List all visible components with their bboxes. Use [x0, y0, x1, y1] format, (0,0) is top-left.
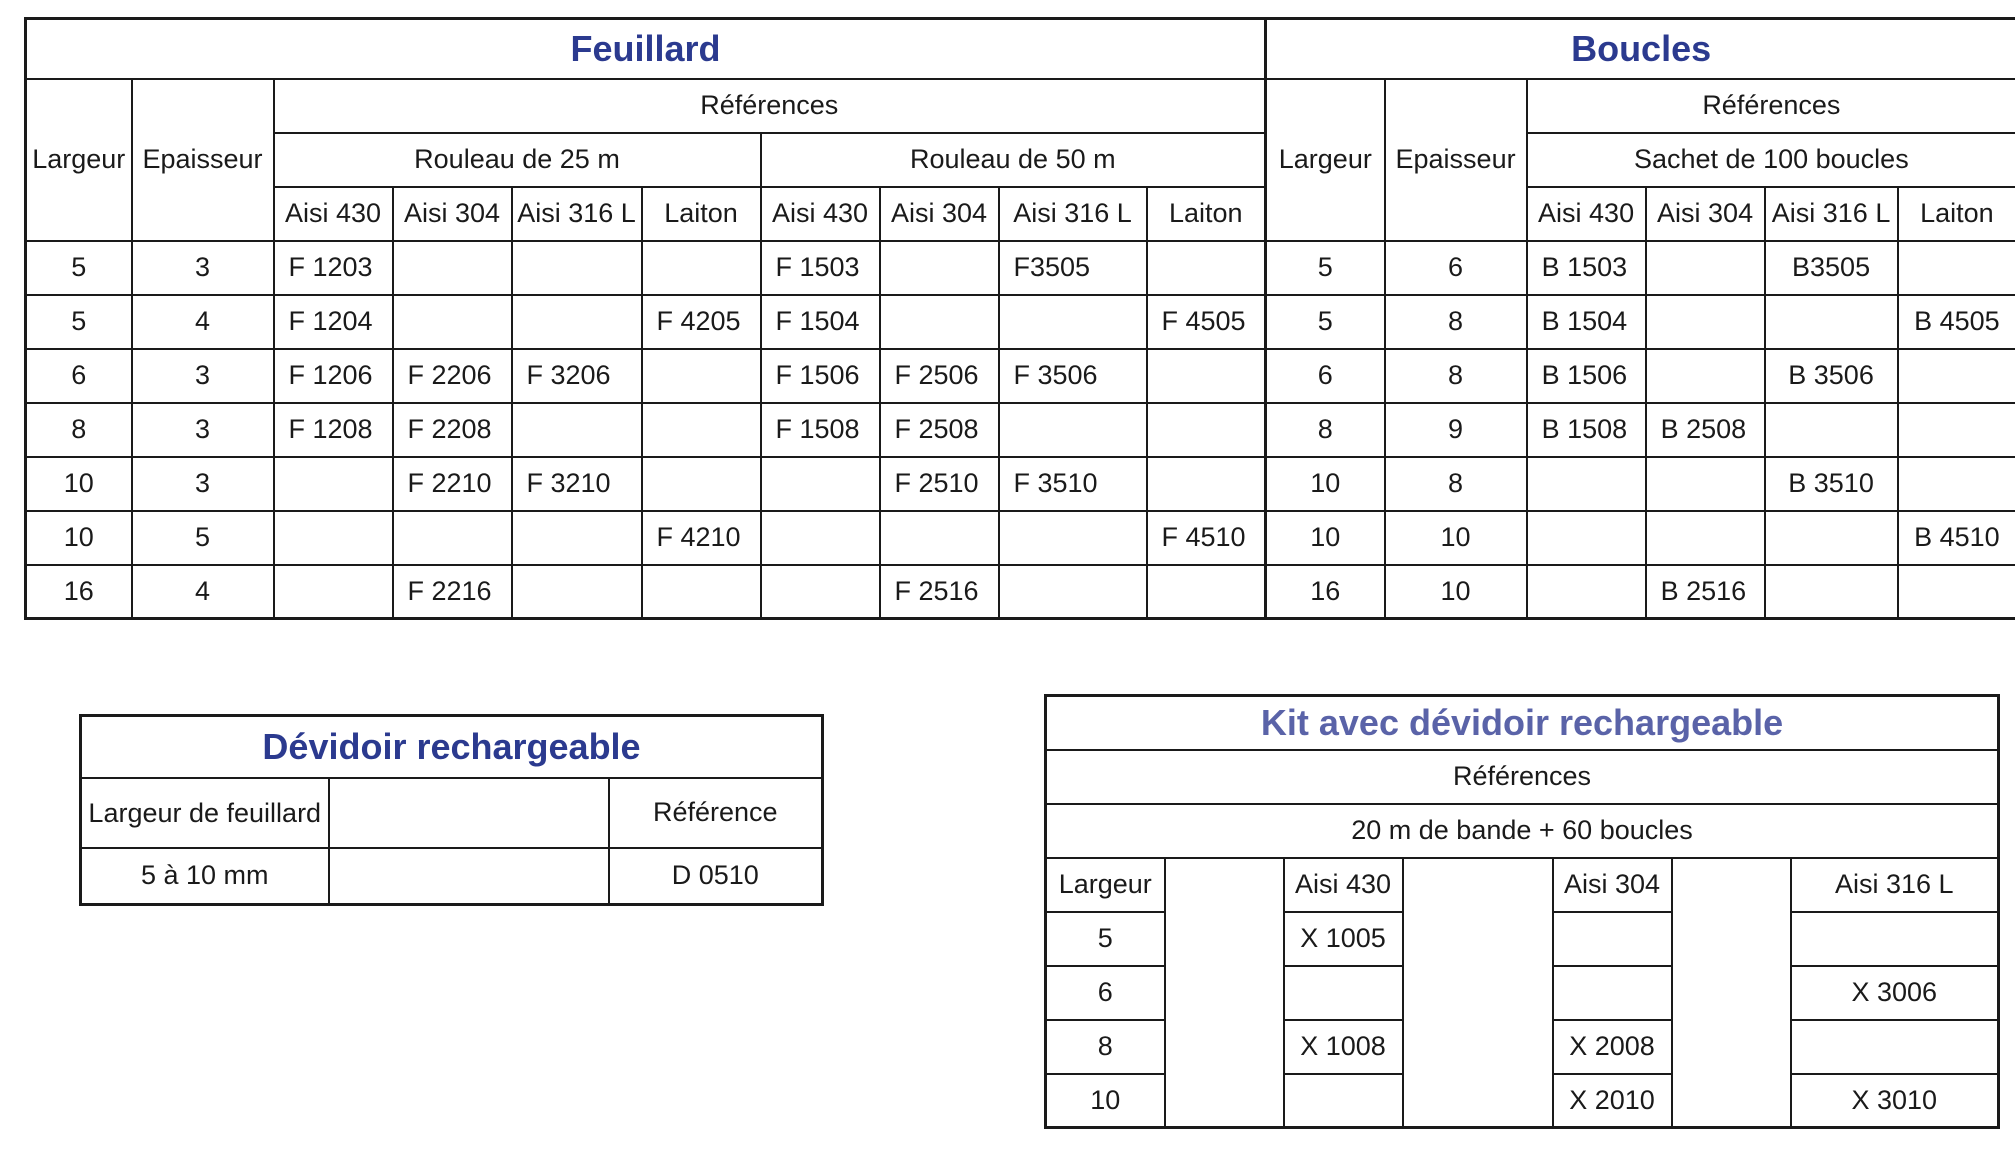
kit-title-part2: évidoir rechargeable — [1430, 701, 1784, 743]
table-cell: B 4510 — [1898, 511, 2015, 565]
table-cell: 10 — [1266, 511, 1385, 565]
devidoir-largeur-header: Largeur de feuillard — [81, 778, 329, 848]
main-table-body — [26, 241, 2015, 619]
table-cell: 6 — [26, 349, 132, 403]
kit-reference-cell — [1553, 912, 1672, 966]
table-cell: B3505 — [1765, 241, 1898, 295]
table-cell: F 2208 — [393, 403, 512, 457]
material-header: Laiton — [1898, 187, 2015, 241]
table-cell: F 3510 — [999, 457, 1147, 511]
kit-reference-cell: X 3006 — [1791, 966, 1999, 1020]
table-cell — [512, 403, 642, 457]
kit-largeur-cell: 6 — [1046, 966, 1165, 1020]
devidoir-title: Dévidoir rechargeable — [81, 716, 823, 778]
table-cell: 5 — [26, 295, 132, 349]
table-cell: F3505 — [999, 241, 1147, 295]
kit-reference-cell: X 1005 — [1284, 912, 1403, 966]
table-cell: F 2210 — [393, 457, 512, 511]
table-cell: F 2206 — [393, 349, 512, 403]
table-cell: 3 — [132, 349, 274, 403]
table-row — [26, 295, 2015, 349]
feuillard-references-header: Références — [274, 79, 1266, 133]
table-cell — [1527, 511, 1646, 565]
material-header: Laiton — [1147, 187, 1266, 241]
table-cell — [274, 511, 393, 565]
kit-reference-cell — [1284, 966, 1403, 1020]
kit-reference-cell: X 3010 — [1791, 1074, 1999, 1128]
kit-reference-cell: X 1008 — [1284, 1020, 1403, 1074]
table-cell — [642, 349, 761, 403]
boucles-title: Boucles — [1266, 19, 2015, 79]
table-cell: B 3510 — [1765, 457, 1898, 511]
feuillard-title: Feuillard — [26, 19, 1266, 79]
table-cell — [1898, 565, 2015, 619]
devidoir-reference-header: Référence — [609, 778, 823, 848]
table-cell: 10 — [1385, 511, 1527, 565]
table-cell: B 2516 — [1646, 565, 1765, 619]
table-cell — [1147, 349, 1266, 403]
table-cell: B 1504 — [1527, 295, 1646, 349]
table-cell — [1765, 565, 1898, 619]
table-cell — [1898, 241, 2015, 295]
kit-largeur-header: Largeur — [1046, 858, 1165, 912]
table-cell: F 1508 — [761, 403, 880, 457]
feuillard-boucles-table — [24, 17, 2015, 620]
table-cell — [642, 403, 761, 457]
table-cell: F 4505 — [1147, 295, 1266, 349]
table-cell — [274, 457, 393, 511]
table-cell — [761, 457, 880, 511]
table-cell: 16 — [26, 565, 132, 619]
kit-table-body — [1046, 858, 1999, 1128]
table-cell: B 3506 — [1765, 349, 1898, 403]
table-cell: 10 — [1266, 457, 1385, 511]
table-cell — [1898, 403, 2015, 457]
table-cell: 3 — [132, 241, 274, 295]
feuillard-largeur-header: Largeur — [26, 79, 132, 241]
kit-reference-cell — [1791, 912, 1999, 966]
table-cell — [761, 565, 880, 619]
boucles-largeur-header: Largeur — [1266, 79, 1385, 241]
table-cell: 8 — [1385, 457, 1527, 511]
devidoir-table — [79, 714, 824, 906]
table-cell — [512, 511, 642, 565]
table-cell — [1147, 241, 1266, 295]
table-cell: F 1206 — [274, 349, 393, 403]
table-cell — [393, 295, 512, 349]
kit-subtitle: 20 m de bande + 60 boucles — [1046, 804, 1999, 858]
kit-spacer — [1165, 858, 1284, 1128]
table-cell: F 2508 — [880, 403, 999, 457]
table-cell: 8 — [1385, 349, 1527, 403]
table-cell — [1646, 511, 1765, 565]
table-cell: 10 — [1385, 565, 1527, 619]
kit-spacer — [1672, 858, 1791, 1128]
table-cell — [642, 565, 761, 619]
table-cell: 6 — [1385, 241, 1527, 295]
table-cell — [1646, 349, 1765, 403]
table-cell: 8 — [1385, 295, 1527, 349]
material-header: Aisi 316 L — [512, 187, 642, 241]
material-header: Aisi 316 L — [999, 187, 1147, 241]
kit-title — [1046, 696, 1999, 750]
table-row — [26, 565, 2015, 619]
table-cell — [999, 295, 1147, 349]
material-header: Aisi 304 — [880, 187, 999, 241]
table-cell: 5 — [1266, 295, 1385, 349]
table-cell — [999, 403, 1147, 457]
table-cell — [880, 295, 999, 349]
table-cell — [1147, 403, 1266, 457]
table-cell: F 3506 — [999, 349, 1147, 403]
table-cell: F 2516 — [880, 565, 999, 619]
material-header: Aisi 430 — [1527, 187, 1646, 241]
table-cell: F 1503 — [761, 241, 880, 295]
table-cell — [999, 565, 1147, 619]
table-cell: 5 — [26, 241, 132, 295]
table-row — [26, 403, 2015, 457]
material-header: Aisi 304 — [1646, 187, 1765, 241]
table-cell: 5 — [132, 511, 274, 565]
kit-references-header: Références — [1046, 750, 1999, 804]
table-cell — [512, 565, 642, 619]
table-cell — [761, 511, 880, 565]
table-cell: F 4210 — [642, 511, 761, 565]
table-cell: F 1506 — [761, 349, 880, 403]
table-cell: 10 — [26, 457, 132, 511]
table-cell: F 3210 — [512, 457, 642, 511]
kit-material-header: Aisi 304 — [1553, 858, 1672, 912]
kit-material-header: Aisi 316 L — [1791, 858, 1999, 912]
table-cell: 16 — [1266, 565, 1385, 619]
rouleau-50-header: Rouleau de 50 m — [761, 133, 1266, 187]
table-row — [26, 511, 2015, 565]
kit-title-part1: Kit avec d — [1260, 701, 1431, 743]
table-cell: F 1204 — [274, 295, 393, 349]
sachet-header: Sachet de 100 boucles — [1527, 133, 2015, 187]
table-cell: 8 — [26, 403, 132, 457]
table-cell: B 2508 — [1646, 403, 1765, 457]
kit-spacer — [1403, 858, 1553, 1128]
kit-reference-cell: X 2008 — [1553, 1020, 1672, 1074]
table-cell: 4 — [132, 295, 274, 349]
table-row — [26, 457, 2015, 511]
table-cell — [1147, 565, 1266, 619]
kit-largeur-cell: 10 — [1046, 1074, 1165, 1128]
table-cell — [1527, 565, 1646, 619]
kit-reference-cell — [1284, 1074, 1403, 1128]
table-cell — [642, 457, 761, 511]
kit-material-header: Aisi 430 — [1284, 858, 1403, 912]
table-cell: B 1503 — [1527, 241, 1646, 295]
material-header: Aisi 316 L — [1765, 187, 1898, 241]
table-cell — [1147, 457, 1266, 511]
table-cell: F 2506 — [880, 349, 999, 403]
devidoir-empty-value — [329, 848, 609, 905]
material-header: Aisi 430 — [761, 187, 880, 241]
kit-table — [1044, 694, 2000, 1129]
table-cell: 5 — [1266, 241, 1385, 295]
material-header: Laiton — [642, 187, 761, 241]
table-cell: 8 — [1266, 403, 1385, 457]
table-cell — [1646, 241, 1765, 295]
material-header: Aisi 430 — [274, 187, 393, 241]
devidoir-reference-value: D 0510 — [609, 848, 823, 905]
kit-reference-cell: X 2010 — [1553, 1074, 1672, 1128]
table-cell — [274, 565, 393, 619]
table-row — [26, 349, 2015, 403]
table-cell: B 4505 — [1898, 295, 2015, 349]
boucles-epaisseur-header: Epaisseur — [1385, 79, 1527, 241]
table-cell: F 4205 — [642, 295, 761, 349]
kit-reference-cell — [1553, 966, 1672, 1020]
kit-largeur-cell: 5 — [1046, 912, 1165, 966]
table-cell — [1898, 349, 2015, 403]
table-cell: B 1508 — [1527, 403, 1646, 457]
devidoir-largeur-value: 5 à 10 mm — [81, 848, 329, 905]
rouleau-25-header: Rouleau de 25 m — [274, 133, 761, 187]
table-cell: B 1506 — [1527, 349, 1646, 403]
table-cell — [512, 295, 642, 349]
boucles-references-header: Références — [1527, 79, 2015, 133]
table-cell — [999, 511, 1147, 565]
table-cell: 9 — [1385, 403, 1527, 457]
table-cell: F 1208 — [274, 403, 393, 457]
table-cell — [642, 241, 761, 295]
table-cell: F 1203 — [274, 241, 393, 295]
table-cell — [1765, 295, 1898, 349]
table-cell: F 2216 — [393, 565, 512, 619]
table-cell: 4 — [132, 565, 274, 619]
table-row — [26, 241, 2015, 295]
table-cell — [1765, 511, 1898, 565]
table-cell: 6 — [1266, 349, 1385, 403]
material-header: Aisi 304 — [393, 187, 512, 241]
feuillard-epaisseur-header: Epaisseur — [132, 79, 274, 241]
table-cell — [1527, 457, 1646, 511]
kit-reference-cell — [1791, 1020, 1999, 1074]
table-cell — [393, 241, 512, 295]
table-cell: 3 — [132, 403, 274, 457]
table-cell — [1898, 457, 2015, 511]
table-cell — [393, 511, 512, 565]
devidoir-empty-header — [329, 778, 609, 848]
table-cell: F 2510 — [880, 457, 999, 511]
table-cell — [880, 241, 999, 295]
table-cell — [1646, 295, 1765, 349]
table-cell — [1765, 403, 1898, 457]
table-cell: F 1504 — [761, 295, 880, 349]
table-cell: 10 — [26, 511, 132, 565]
table-cell — [1646, 457, 1765, 511]
table-cell — [880, 511, 999, 565]
table-cell — [512, 241, 642, 295]
kit-largeur-cell: 8 — [1046, 1020, 1165, 1074]
table-cell: F 3206 — [512, 349, 642, 403]
table-cell: 3 — [132, 457, 274, 511]
table-cell: F 4510 — [1147, 511, 1266, 565]
